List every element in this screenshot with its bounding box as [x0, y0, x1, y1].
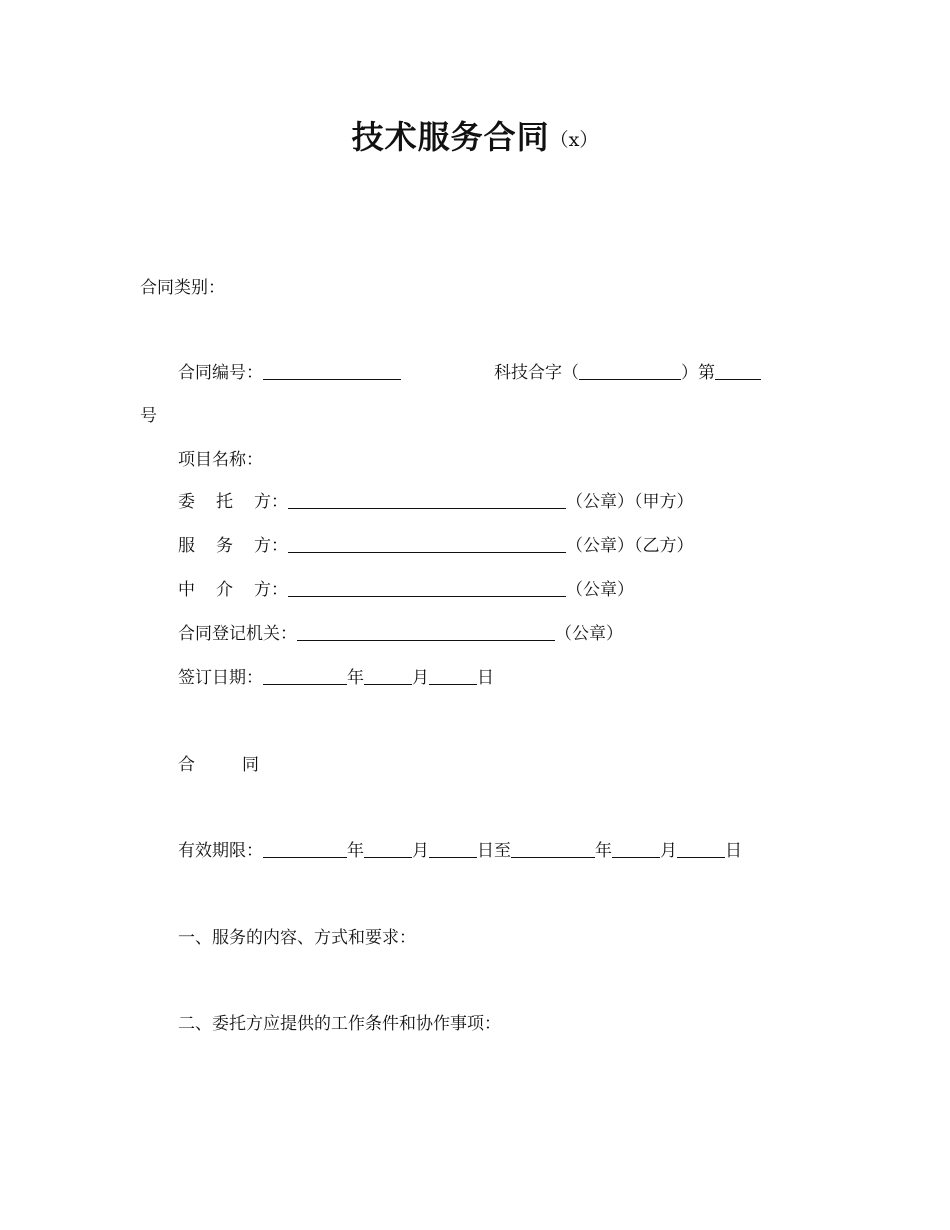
validity-end-day-field[interactable]	[677, 839, 725, 858]
contract-number-label: 合同编号：	[178, 363, 263, 383]
tech-contract-prefix: 科技合字（	[494, 363, 579, 383]
contract-number-field[interactable]	[263, 361, 401, 380]
registration-label: 合同登记机关：	[178, 624, 297, 644]
tech-contract-year-field[interactable]	[579, 361, 681, 380]
client-field[interactable]	[288, 490, 566, 509]
title-suffix: （x）	[549, 129, 599, 151]
client-char-2: 托	[216, 492, 233, 512]
intermediary-field[interactable]	[288, 578, 566, 597]
section-2	[178, 1012, 501, 1036]
contract-number-row	[178, 361, 401, 385]
intermediary-char-3: 方：	[254, 580, 288, 600]
contract-heading-char-2: 同	[242, 755, 259, 775]
service-tail: （公章）（乙方）	[566, 536, 694, 556]
tech-contract-suffix: 号	[140, 406, 157, 426]
sign-month-field[interactable]	[364, 666, 412, 685]
project-name-row	[178, 448, 263, 472]
client-char-3: 方：	[254, 492, 288, 512]
contract-category	[140, 276, 225, 300]
client-tail: （公章）（甲方）	[566, 492, 694, 512]
document-title	[0, 112, 950, 158]
sign-day-field[interactable]	[429, 666, 477, 685]
sign-date-row	[178, 666, 494, 690]
section-2-heading: 二、委托方应提供的工作条件和协作事项：	[178, 1014, 501, 1034]
validity-end-year-field[interactable]	[511, 839, 595, 858]
validity-start-month-unit: 月	[412, 841, 429, 861]
service-row	[178, 534, 694, 558]
validity-row	[178, 839, 742, 863]
validity-label: 有效期限：	[178, 841, 263, 861]
service-char-2: 务	[216, 536, 233, 556]
tech-contract-suffix-row	[140, 404, 157, 428]
section-1-heading: 一、服务的内容、方式和要求：	[178, 928, 416, 948]
sign-date-label: 签订日期：	[178, 668, 263, 688]
client-char-1: 委	[178, 492, 195, 512]
validity-start-year-field[interactable]	[263, 839, 347, 858]
validity-start-month-field[interactable]	[364, 839, 412, 858]
sign-day-unit: 日	[477, 668, 494, 688]
validity-until: 日至	[477, 841, 511, 861]
client-row	[178, 490, 694, 514]
validity-end-month-unit: 月	[660, 841, 677, 861]
project-name-label: 项目名称：	[178, 450, 263, 470]
sign-year-unit: 年	[347, 668, 364, 688]
registration-field[interactable]	[297, 622, 555, 641]
tech-contract-number	[494, 361, 761, 385]
contract-heading	[178, 753, 259, 777]
intermediary-char-2: 介	[216, 580, 233, 600]
intermediary-char-1: 中	[178, 580, 195, 600]
validity-start-day-field[interactable]	[429, 839, 477, 858]
tech-contract-mid: ）第	[681, 363, 715, 383]
intermediary-tail: （公章）	[566, 580, 634, 600]
registration-tail: （公章）	[555, 624, 623, 644]
sign-month-unit: 月	[412, 668, 429, 688]
validity-end-year-unit: 年	[595, 841, 612, 861]
service-field[interactable]	[288, 534, 566, 553]
contract-heading-char-1: 合	[178, 755, 195, 775]
registration-row	[178, 622, 623, 646]
intermediary-row	[178, 578, 634, 602]
service-char-1: 服	[178, 536, 195, 556]
validity-end-month-field[interactable]	[612, 839, 660, 858]
section-1	[178, 926, 416, 950]
validity-start-year-unit: 年	[347, 841, 364, 861]
validity-end-day-unit: 日	[725, 841, 742, 861]
contract-category-label: 合同类别：	[140, 278, 225, 298]
sign-year-field[interactable]	[263, 666, 347, 685]
tech-contract-serial-field[interactable]	[715, 361, 761, 380]
service-char-3: 方：	[254, 536, 288, 556]
title-main: 技术服务合同	[351, 118, 550, 156]
